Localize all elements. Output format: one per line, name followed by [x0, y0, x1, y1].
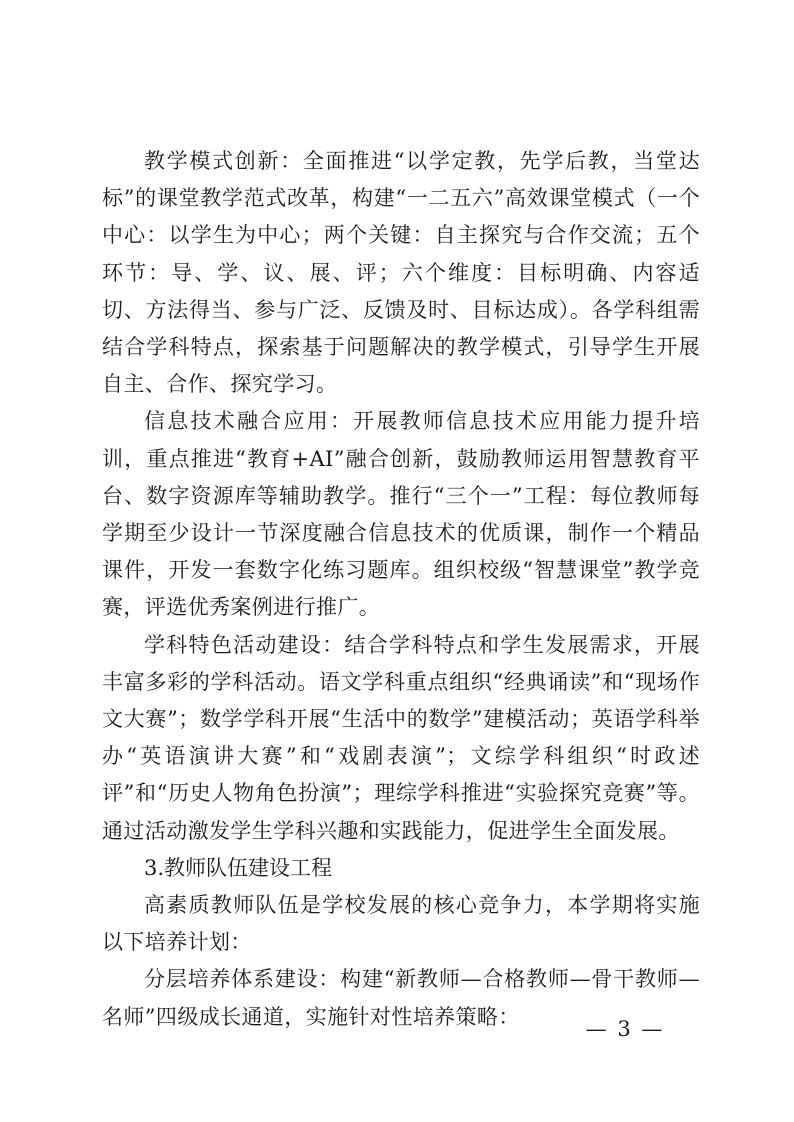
- section-heading: 3.教师队伍建设工程: [144, 855, 333, 880]
- paragraph-teaching-model: 教学模式创新：全面推进“以学定教，先学后教，当堂达标”的课堂教学范式改革，构建“一二五六”高效课堂模式（一个中心：以学生为中心；两个关键：自主探究与合作交流；五个环节：导、学、议、展、评；六个维度：目标明确、内容适切、方法得当、参与广泛、反馈及时、目标达成）。各学科组需结合学科特点，探索基于问题解决的教学模式，引导学生开展自主、合作、探究学习。: [102, 149, 700, 397]
- paragraph-tiered-training: 分层培养体系建设：构建“新教师—合格教师—骨干教师—名师”四级成长通道，实施针对性培养策略：: [102, 967, 700, 1029]
- paragraph-subject-activities: 学科特色活动建设：结合学科特点和学生发展需求，开展丰富多彩的学科活动。语文学科重点组织“经典诵读”和“现场作文大赛”；数学学科开展“生活中的数学”建模活动；英语学科举办“英语演讲大赛”和“戏剧表演”；文综学科组织“时政述评”和“历史人物角色扮演”；理综学科推进“实验探究竞赛”等。通过活动激发学生学科兴趣和实践能力，促进学生全面发展。: [102, 632, 700, 843]
- paragraph-it-integration: 信息技术融合应用：开展教师信息技术应用能力提升培训，重点推进“教育+AI”融合创新，鼓励教师运用智慧教育平台、数字资源库等辅助教学。推行“三个一”工程：每位教师每学期至少设计一节深度融合信息技术的优质课，制作一个精品课件，开发一套数字化练习题库。组织校级“智慧课堂”教学竞赛，评选优秀案例进行推广。: [102, 409, 700, 620]
- document-body: [102, 143, 700, 1036]
- page-number: — 3 —: [585, 1017, 665, 1041]
- paragraph-teacher-team: 高素质教师队伍是学校发展的核心竞争力，本学期将实施以下培养计划：: [102, 893, 700, 955]
